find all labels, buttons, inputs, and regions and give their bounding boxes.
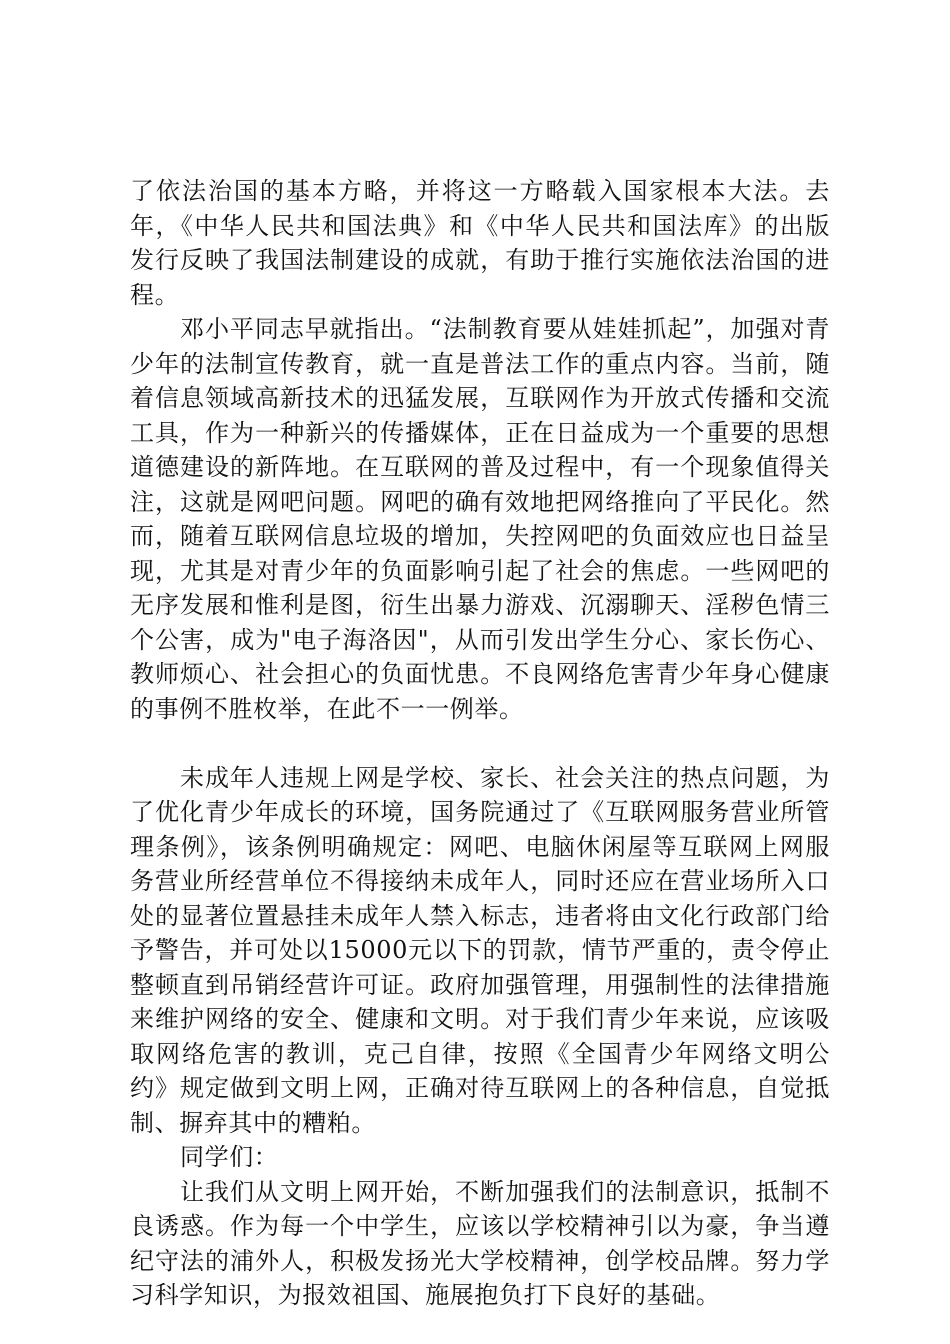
paragraph-regulations: 未成年人违规上网是学校、家长、社会关注的热点问题，为了优化青少年成长的环境，国务院通过了《互联网服务营业所管理条例》，该条例明确规定：网吧、电脑休闲屋等互联网上网服务营业所经营单位不得接纳未成年人，同时还应在营业场所入口处的显著位置悬挂未成年人禁入标志，违者将由文化行政部门给予警告，并可处以15000元以下的罚款，情节严重的，责令停止整顿直到吊销经营许可证。政府加强管理，用强制性的法律措施来维护网络的安全、健康和文明。对于我们青少年来说，应该吸取网络危害的教训，克己自律，按照《全国青少年网络文明公约》规定做到文明上网，正确对待互联网上的各种信息，自觉抵制、摒弃其中的糟粕。 [130, 763, 830, 1137]
document-body [130, 174, 830, 1313]
paragraph-closing: 让我们从文明上网开始，不断加强我们的法制意识，抵制不良诱惑。作为每一个中学生，应该以学校精神引以为豪，争当遵纪守法的浦外人，积极发扬光大学校精神，创学校品牌。努力学习科学知识，为报效祖国、施展抱负打下良好的基础。 [130, 1177, 830, 1309]
paragraph-salutation: 同学们： [180, 1143, 279, 1171]
paragraph-continuation: 了依法治国的基本方略，并将这一方略载入国家根本大法。去年，《中华人民共和国法典》和《中华人民共和国法库》的出版发行反映了我国法制建设的成就，有助于推行实施依法治国的进程。 [130, 177, 830, 309]
paragraph-deng-xiaoping: 邓小平同志早就指出。“法制教育要从娃娃抓起”，加强对青少年的法制宣传教育，就一直是普法工作的重点内容。当前，随着信息领域高新技术的迅猛发展，互联网作为开放式传播和交流工具，作为一种新兴的传播媒体，正在日益成为一个重要的思想道德建设的新阵地。在互联网的普及过程中，有一个现象值得关注，这就是网吧问题。网吧的确有效地把网络推向了平民化。然而，随着互联网信息垃圾的增加，失控网吧的负面效应也日益呈现，尤其是对青少年的负面影响引起了社会的焦虑。一些网吧的无序发展和惟利是图，衍生出暴力游戏、沉溺聊天、淫秽色情三个公害，成为"电子海洛因"，从而引发出学生分心、家长伤心、教师烦心、社会担心的负面忧患。不良网络危害青少年身心健康的事例不胜枚举，在此不一一例举。 [130, 315, 830, 723]
paragraph-spacer [130, 726, 830, 761]
